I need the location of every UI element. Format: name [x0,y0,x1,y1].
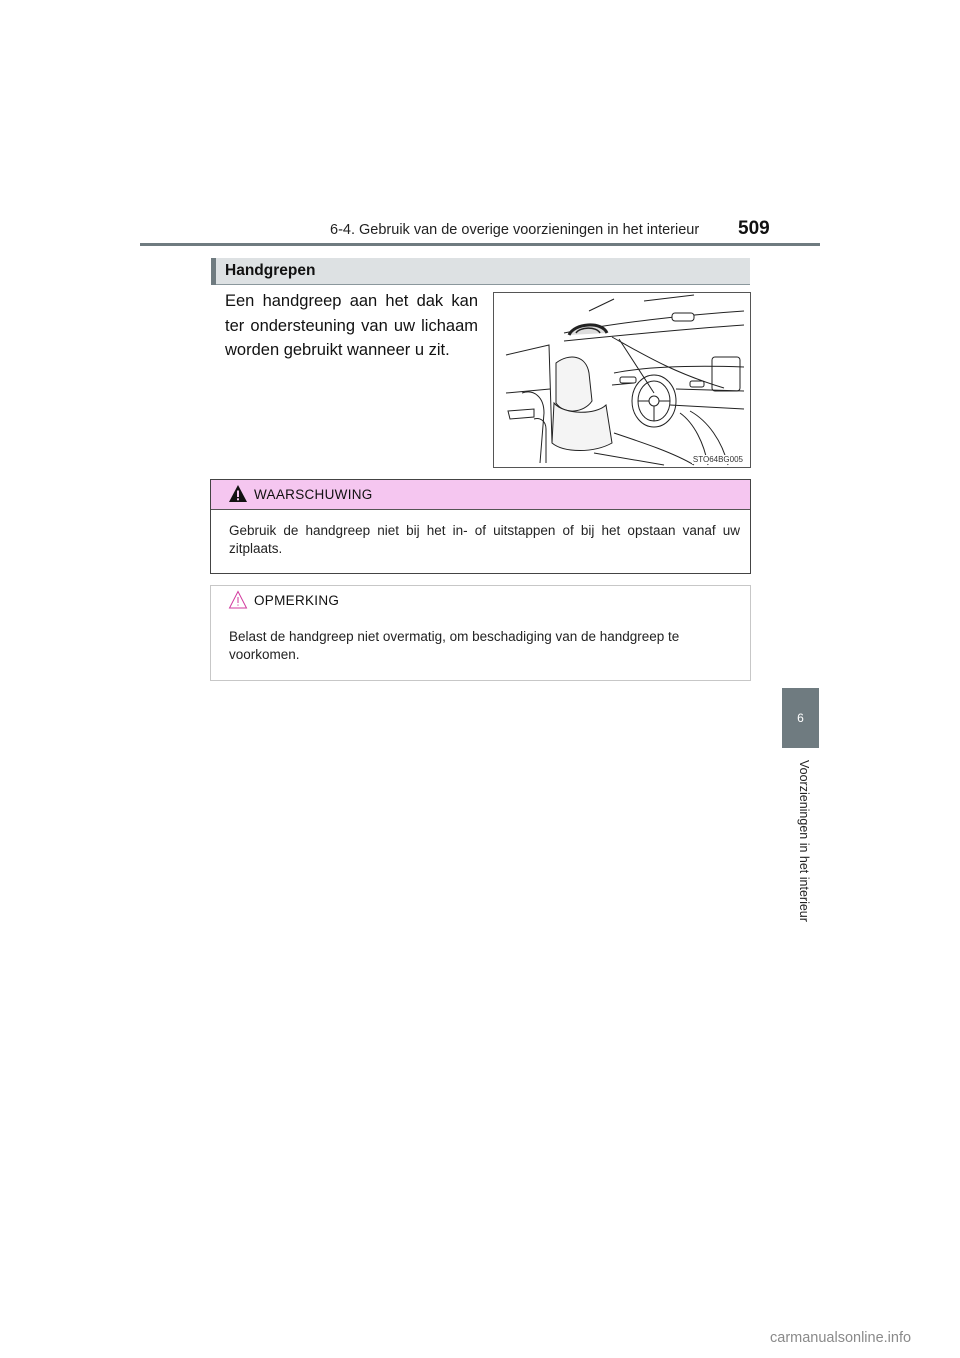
figure-code: STO64BG005 [692,455,743,464]
section-title: Handgrepen [225,262,316,279]
header-rule [140,243,820,246]
notice-text: Belast de handgreep niet overmatig, om beschadiging van de handgreep te voorkomen. [229,629,680,662]
notice-title: OPMERKING [254,593,340,608]
intro-paragraph: Een handgreep aan het dak kan ter ondersteuning van uw lichaam worden gebruikt wanneer u zit. [225,292,478,359]
watermark: carmanualsonline.info [770,1330,912,1346]
car-interior-drawing [494,293,750,467]
warning-title: WAARSCHUWING [254,487,373,502]
chapter-label: Voorzieningen in het interieur [797,760,811,922]
running-header: 6-4. Gebruik van de overige voorzieningen in het interieur [330,222,700,238]
warning-box [210,479,751,574]
section-heading-bar [211,258,750,285]
warning-text: Gebruik de handgreep niet bij het in- of uitstappen of bij het opstaan vanaf uw zitplaats. [229,523,740,556]
caution-triangle-icon [228,590,248,610]
page-number: 509 [738,218,770,239]
notice-box [210,585,751,681]
chapter-tab [782,688,819,748]
warning-header [211,480,750,510]
chapter-number: 6 [797,711,804,725]
assist-grip-illustration [493,292,751,468]
warning-triangle-icon [228,484,248,504]
